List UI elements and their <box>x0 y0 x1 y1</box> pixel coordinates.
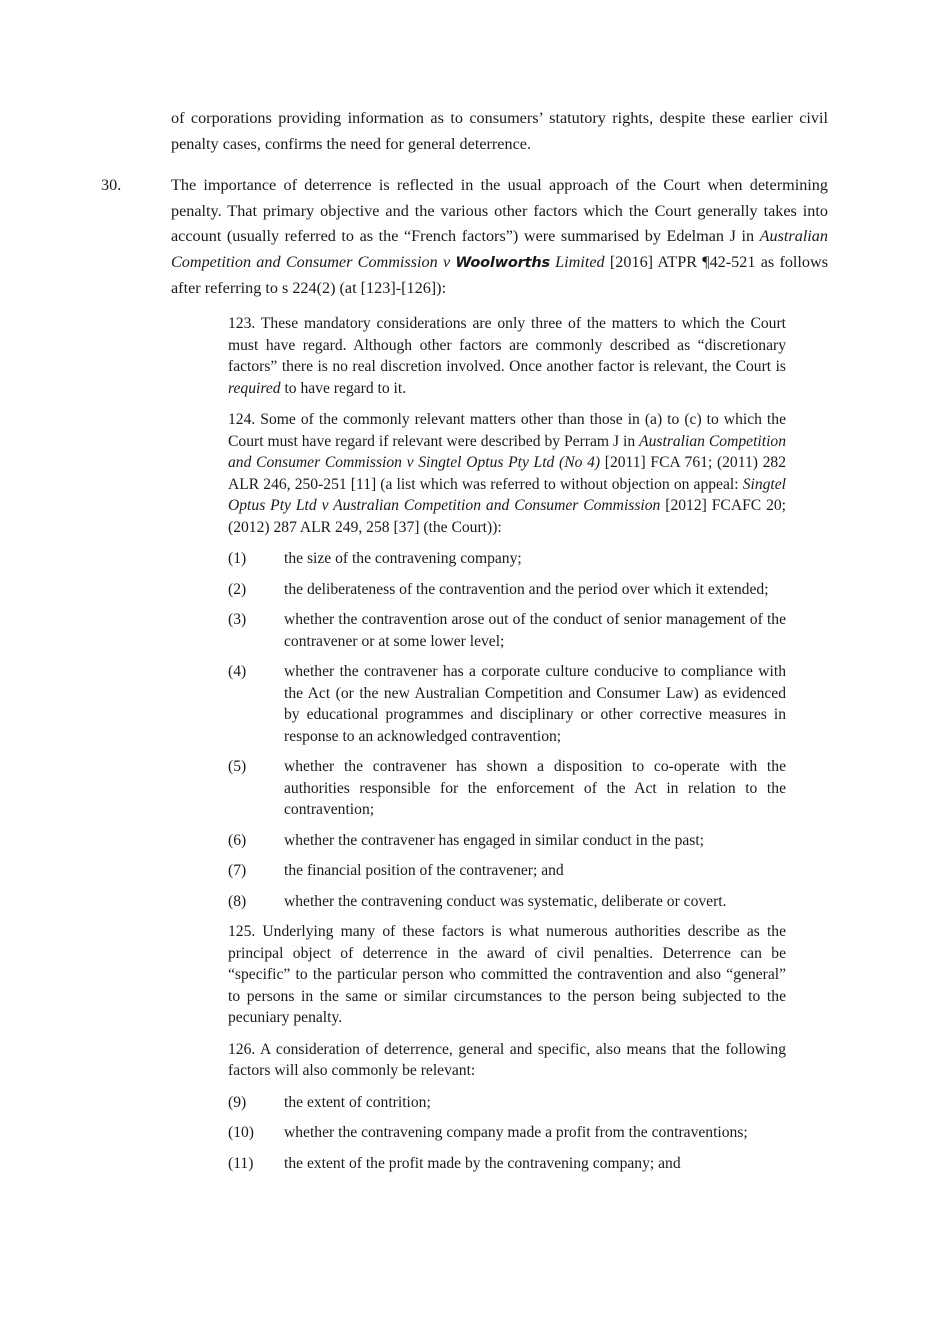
block-quote <box>228 313 786 1183</box>
list-item <box>228 548 786 570</box>
case-name: Australian Competition and Consumer Commission v Woolworths Limited <box>171 227 828 271</box>
factor-list <box>228 1092 786 1175</box>
quote-paragraph-125: 125. Underlying many of these factors is what numerous authorities describe as the principal object of deterrence in the award of civil penalties. Deterrence can be “specific” to the particular person who committed the contravention and also “general” to persons in the same or similar circumstances to the person being subjected to the pecuniary penalty. <box>228 923 786 1026</box>
quote-paragraph-126: 126. A consideration of deterrence, general and specific, also means that the following factors will also commonly be relevant: <box>228 1040 786 1079</box>
list-item-text: whether the contravener has shown a disposition to co-operate with the authorities responsible for the enforcement of the Act in relation to the contravention; <box>284 758 786 818</box>
list-item-text: whether the contravener has a corporate culture conducive to compliance with the Act (or the new Australian Competition and Consumer Law) as evidenced by educational programmes and disciplinary or other corrective measures in response to an acknowledged contravention; <box>284 663 786 745</box>
case-name: Singtel Optus Pty Ltd v Australian Competition and Consumer Commission <box>228 475 786 514</box>
list-item <box>228 756 786 821</box>
list-item-number: (7) <box>228 862 247 879</box>
list-item-number: (10) <box>228 1124 254 1141</box>
list-item-number: (4) <box>228 663 247 680</box>
list-item-number: (8) <box>228 892 247 910</box>
quote-paragraph-124: 124. Some of the commonly relevant matters other than those in (a) to (c) to which the Court must have regard if relevant were described by Perram J in Australian Competition and Consumer Commission v Singtel Optus Pty Ltd (No 4) [2011] FCA 761; (2011) 282 ALR 246, 250-251 [11] (a list which was referred to without objection on appeal: Singtel Optus Pty Ltd v Australian Competition and Consumer Commission [2012] FCAFC 20; (2012) 287 ALR 249, 258 [37] (the Court)): <box>228 411 786 536</box>
case-name: Australian Competition and Consumer Commission v Singtel Optus Pty Ltd (No 4) <box>228 432 786 471</box>
list-item <box>228 1153 786 1175</box>
list-item <box>228 860 786 882</box>
list-item <box>228 1122 786 1144</box>
search-highlight-term: Woolworths <box>455 254 550 271</box>
list-item-number: (11) <box>228 1154 254 1172</box>
list-item <box>228 891 786 913</box>
list-item-text: whether the contravention arose out of the conduct of senior management of the contravener or at some lower level; <box>284 611 786 650</box>
list-item-text: whether the contravening conduct was systematic, deliberate or covert. <box>284 892 727 910</box>
list-item <box>228 1092 786 1114</box>
list-item-text: the extent of contrition; <box>284 1093 431 1111</box>
list-item-text: whether the contravener has engaged in similar conduct in the past; <box>284 831 705 849</box>
paragraph-30-text: The importance of deterrence is reflected in the usual approach of the Court when determining penalty. That primary objective and the various other factors which the Court generally takes into account (usually referred to as the “French factors”) were summarised by Edelman J in Australian Competition and Consumer Commission v Woolworths Limited [2016] ATPR ¶42-521 as follows after referring to s 224(2) (at [123]-[126]): <box>171 176 829 297</box>
list-item-text: the deliberateness of the contravention and the period over which it extended; <box>284 580 769 598</box>
list-item-number: (3) <box>228 611 247 628</box>
quote-paragraph-123: 123. These mandatory considerations are only three of the matters to which the Court must have regard. Although other factors are commonly described as “discretionary factors” there is no real discretion involved. Once another factor is relevant, the Court is required to have regard to it. <box>228 315 786 397</box>
list-item <box>228 830 786 852</box>
list-item <box>228 609 786 652</box>
paragraph-30 <box>101 173 829 302</box>
list-item-text: the financial position of the contravener; and <box>284 862 564 879</box>
list-item-text: the extent of the profit made by the contravening company; and <box>284 1154 681 1172</box>
list-item-number: (2) <box>228 580 247 598</box>
list-item <box>228 579 786 601</box>
list-item-number: (6) <box>228 831 247 849</box>
list-item-number: (5) <box>228 758 247 775</box>
list-item-text: the size of the contravening company; <box>284 550 522 567</box>
paragraph-number: 30. <box>101 176 122 194</box>
list-item-number: (9) <box>228 1093 247 1111</box>
factor-list <box>228 548 786 912</box>
emphasis: required <box>228 379 281 397</box>
list-item-number: (1) <box>228 550 247 567</box>
continuation-text: of corporations providing information as to consumers’ statutory rights, despite these earlier civil penalty cases, confirms the need for general deterrence. <box>171 109 828 153</box>
list-item-text: whether the contravening company made a profit from the contraventions; <box>284 1124 748 1141</box>
continuation-paragraph <box>171 106 828 157</box>
list-item <box>228 661 786 747</box>
